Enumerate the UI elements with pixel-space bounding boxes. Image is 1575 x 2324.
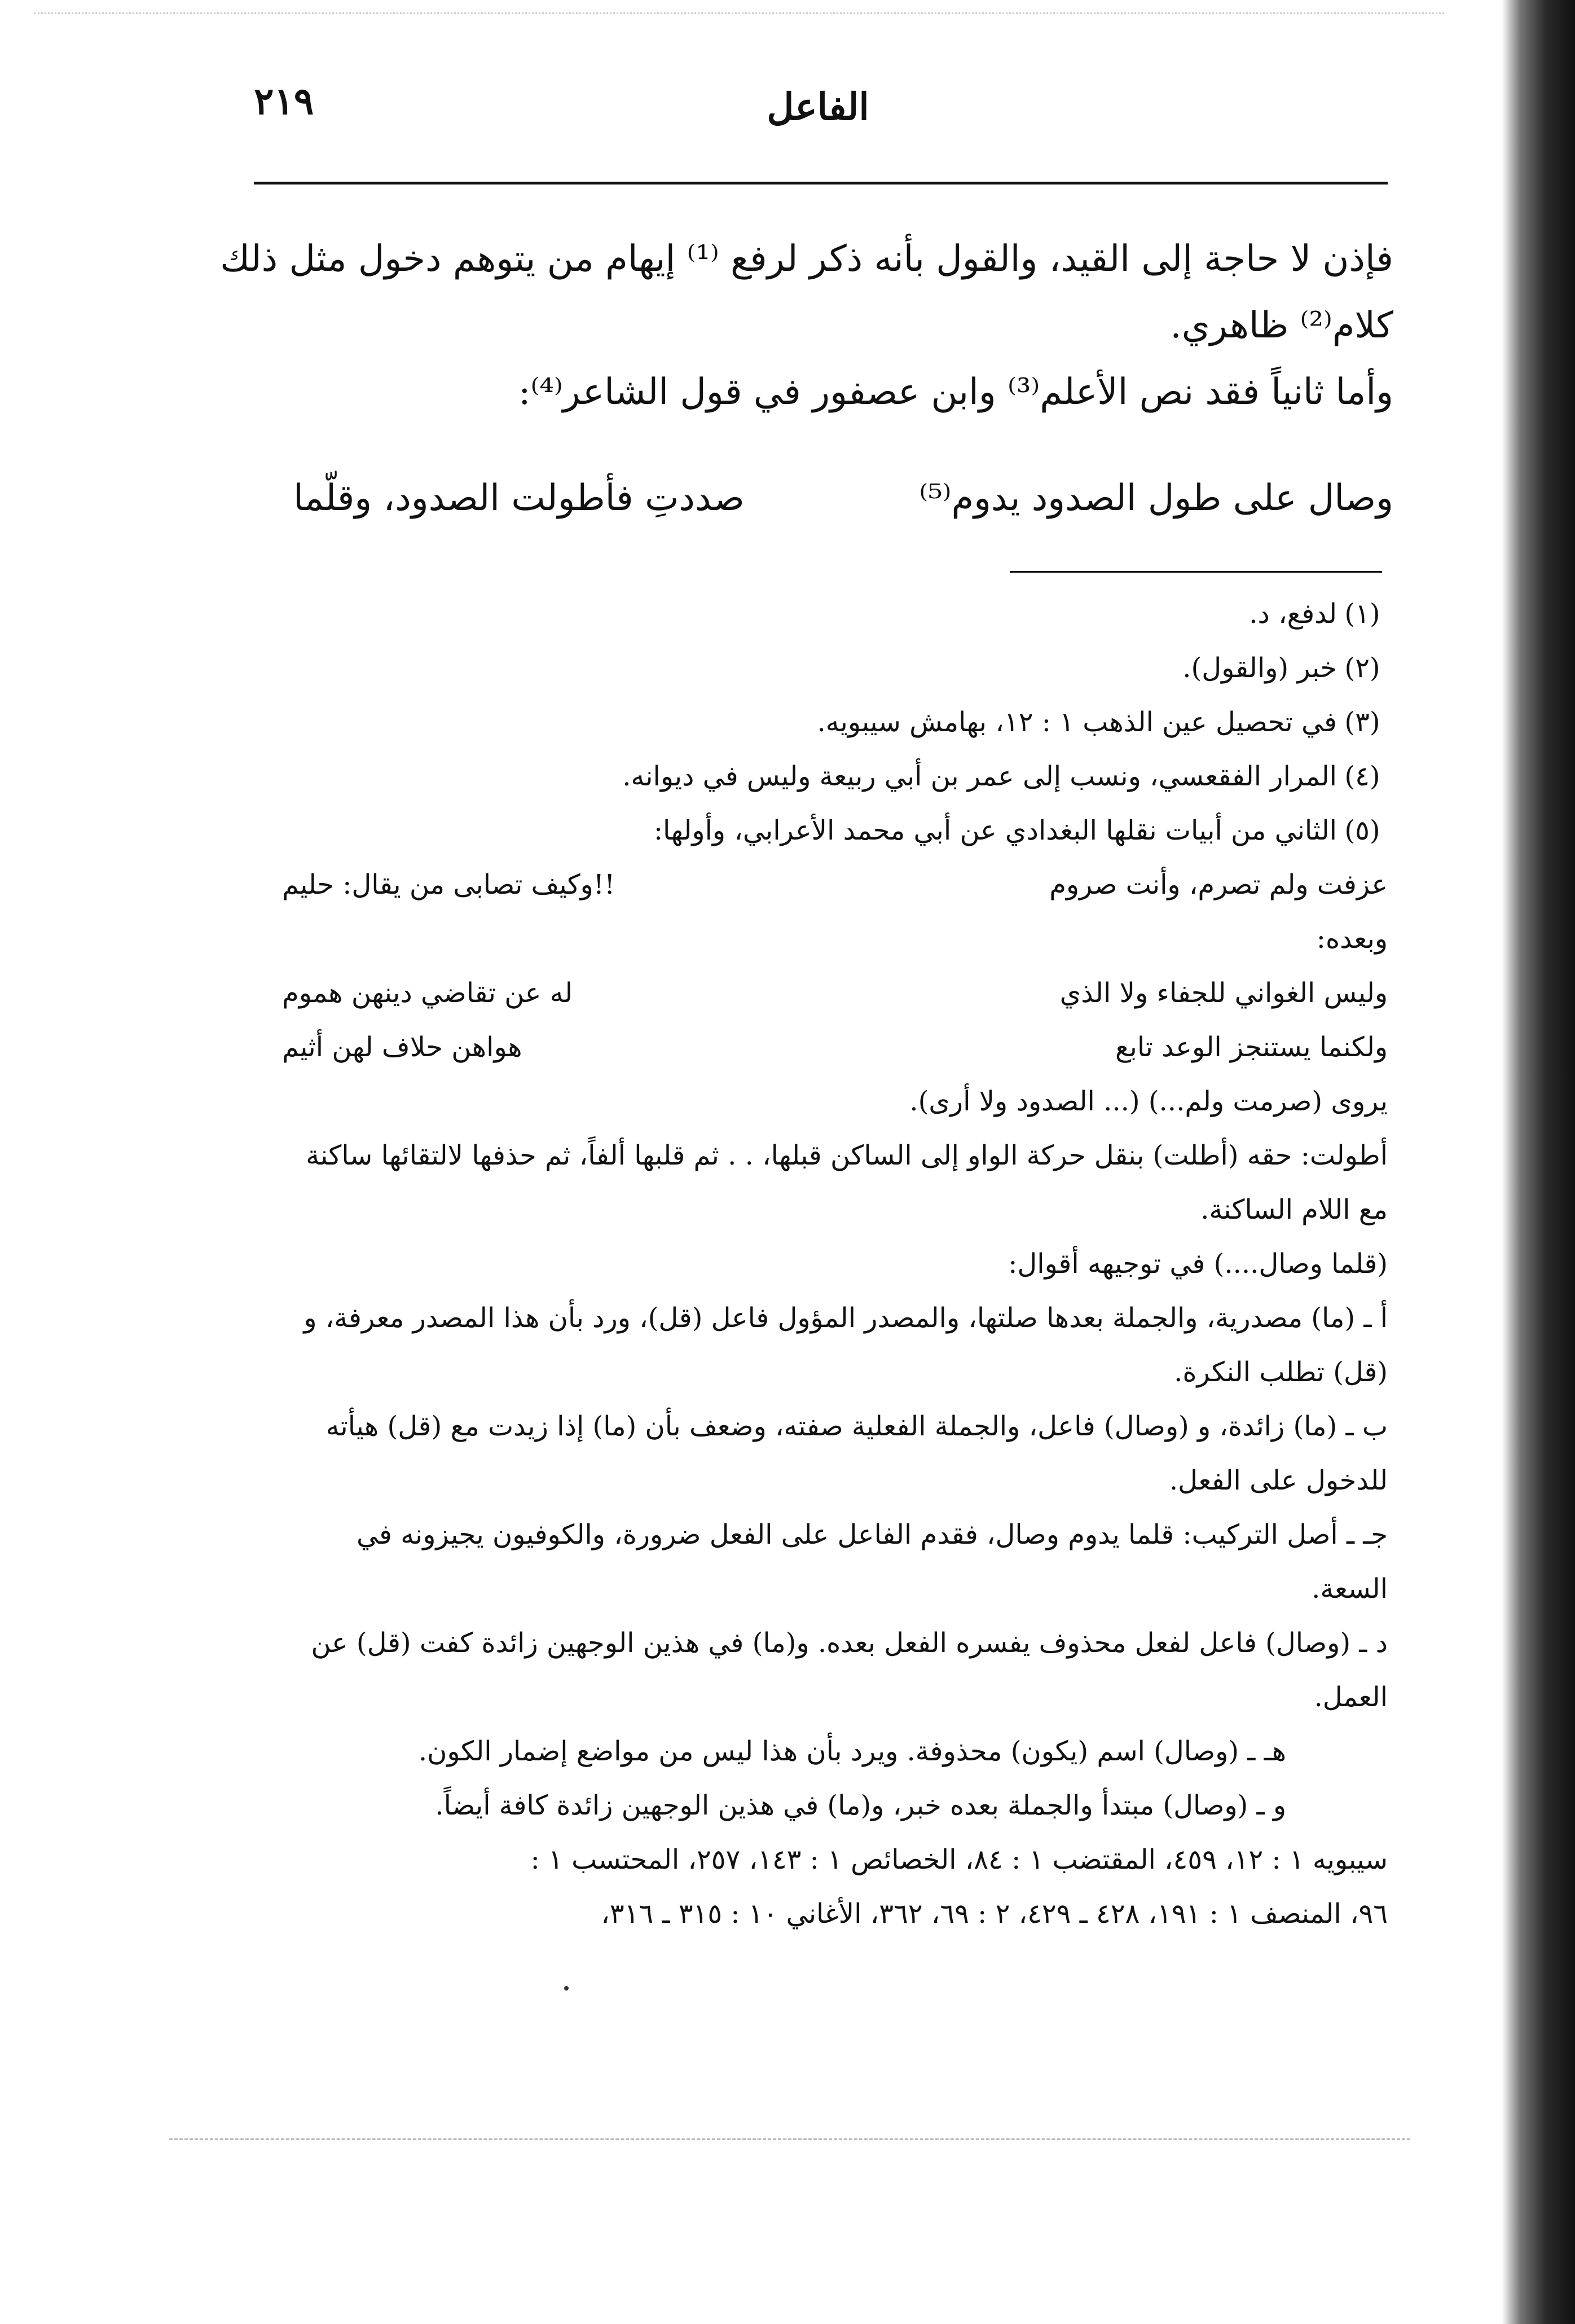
footnote-paragraph: ب ـ (ما) زائدة، و (وصال) فاعل، والجملة الفعلية صفته، وضعف بأن (ما) إذا زيدت مع (قل) هيأته للدخول على الفعل. (325, 1411, 1388, 1496)
main-line: وأما ثانياً فقد نص الأعلم⁽³⁾ وابن عصفور في قول الشاعر⁽⁴⁾: (518, 371, 1393, 413)
footnote-number: (٣) (1344, 706, 1380, 738)
footnote (282, 695, 1388, 749)
main-line: كلام⁽²⁾ ظاهري. (1170, 305, 1393, 346)
footnote-text: خبر (والقول). (1182, 652, 1337, 684)
footnote-line: و ـ (وصال) مبتدأ والجملة بعده خبر، و(ما) في هذين الوجهين زائدة كافة أيضاً. (435, 1790, 1286, 1821)
footnote-verse (282, 966, 1388, 1020)
main-line: فإذن لا حاجة إلى القيد، والقول بأنه ذكر لرفع ⁽¹⁾ إيهام من يتوهم دخول مثل ذلك (220, 238, 1393, 280)
footnote-line: سيبويه ١ : ١٢، ٤٥٩، المقتضب ١ : ٨٤، الخصائص ١ : ١٤٣، ٢٥٧، المحتسب ١ : (530, 1844, 1388, 1875)
footnote-number: (٢) (1344, 652, 1380, 684)
header-divider (254, 182, 1388, 184)
main-text (220, 226, 1393, 531)
verse-second-hemistich: وكيف تصابى من يقال: حليم!! (282, 869, 615, 900)
footnote-line: وبعده: (1316, 923, 1388, 955)
verse-second-hemistich: هواهن حلاف لهن أثيم (282, 1031, 522, 1063)
scan-artifact-line (169, 2138, 1410, 2140)
footnote (282, 641, 1388, 695)
footnote-divider (1010, 571, 1382, 573)
footnote-verse (282, 1020, 1388, 1074)
footnote-number: (١) (1344, 598, 1380, 630)
footnote-paragraph: أطولت: حقه (أطلت) بنقل حركة الواو إلى الساكن قبلها، . . ثم قلبها ألفاً، ثم حذفها لالتقائها ساكنة مع اللام الساكنة. (306, 1140, 1388, 1225)
footnote (282, 749, 1388, 803)
poem-verse (293, 465, 1393, 531)
verse-first-hemistich: عزفت ولم تصرم، وأنت صروم (1049, 869, 1388, 900)
ink-dot (564, 1986, 569, 1991)
verse-first-hemistich: ولكنما يستنجز الوعد تابع (1115, 1031, 1388, 1063)
footnote-text: الثاني من أبيات نقلها البغدادي عن أبي محمد الأعرابي، وأولها: (653, 815, 1337, 846)
footnote-text: في تحصيل عين الذهب ١ : ١٢، بهامش سيبويه. (817, 706, 1337, 738)
footnote (282, 803, 1388, 858)
scan-artifact-line (34, 12, 1444, 14)
footnote-paragraph: جـ ـ أصل التركيب: قلما يدوم وصال، فقدم الفاعل على الفعل ضرورة، والكوفيون يجيزونه في السعة. (356, 1519, 1388, 1605)
footnote-paragraph: أ ـ (ما) مصدرية، والجملة بعدها صلتها، والمصدر المؤول فاعل (قل)، ورد بأن هذا المصدر معرفة، و (قل) تطلب النكرة. (303, 1302, 1388, 1388)
footnote-line: (قلما وصال....) في توجيهه أقوال: (1008, 1248, 1388, 1280)
page-number: ٢١٩ (254, 79, 314, 123)
footnote-line: ٩٦، المنصف ١ : ١٩١، ٤٢٨ ـ ٤٢٩، ٢ : ٦٩، ٣٦٢، الأغاني ١٠ : ٣١٥ ـ ٣١٦، (601, 1898, 1388, 1930)
footnote-text: لدفع، د. (1249, 598, 1337, 630)
verse-second-hemistich: وصال على طول الصدود يدوم⁽⁵⁾ (919, 477, 1393, 519)
footnote-line: هـ ـ (وصال) اسم (يكون) محذوفة. ويرد بأن هذا ليس من مواضع إضمار الكون. (418, 1736, 1286, 1767)
verse-second-hemistich: له عن تقاضي دينهن هموم (282, 977, 573, 1009)
footnote-number: (٥) (1344, 815, 1380, 846)
footnote-line: يروى (صرمت ولم...) (... الصدود ولا أرى). (909, 1086, 1388, 1117)
footnote-number: (٤) (1344, 761, 1380, 792)
footnote (282, 587, 1388, 641)
page-title: الفاعل (767, 85, 869, 129)
footnotes (282, 587, 1388, 1941)
verse-first-hemistich: وليس الغواني للجفاء ولا الذي (1059, 977, 1388, 1009)
footnote-paragraph: د ـ (وصال) فاعل لفعل محذوف يفسره الفعل بعده. و(ما) في هذين الوجهين زائدة كفت (قل) عن العمل. (311, 1627, 1388, 1713)
scan-shadow-edge (1502, 0, 1575, 2324)
footnote-text: المرار الفقعسي، ونسب إلى عمر بن أبي ربيعة وليس في ديوانه. (622, 761, 1337, 792)
verse-first-hemistich: صددتِ فأطولت الصدود، وقلّما (293, 477, 745, 519)
footnote-verse (282, 858, 1388, 912)
